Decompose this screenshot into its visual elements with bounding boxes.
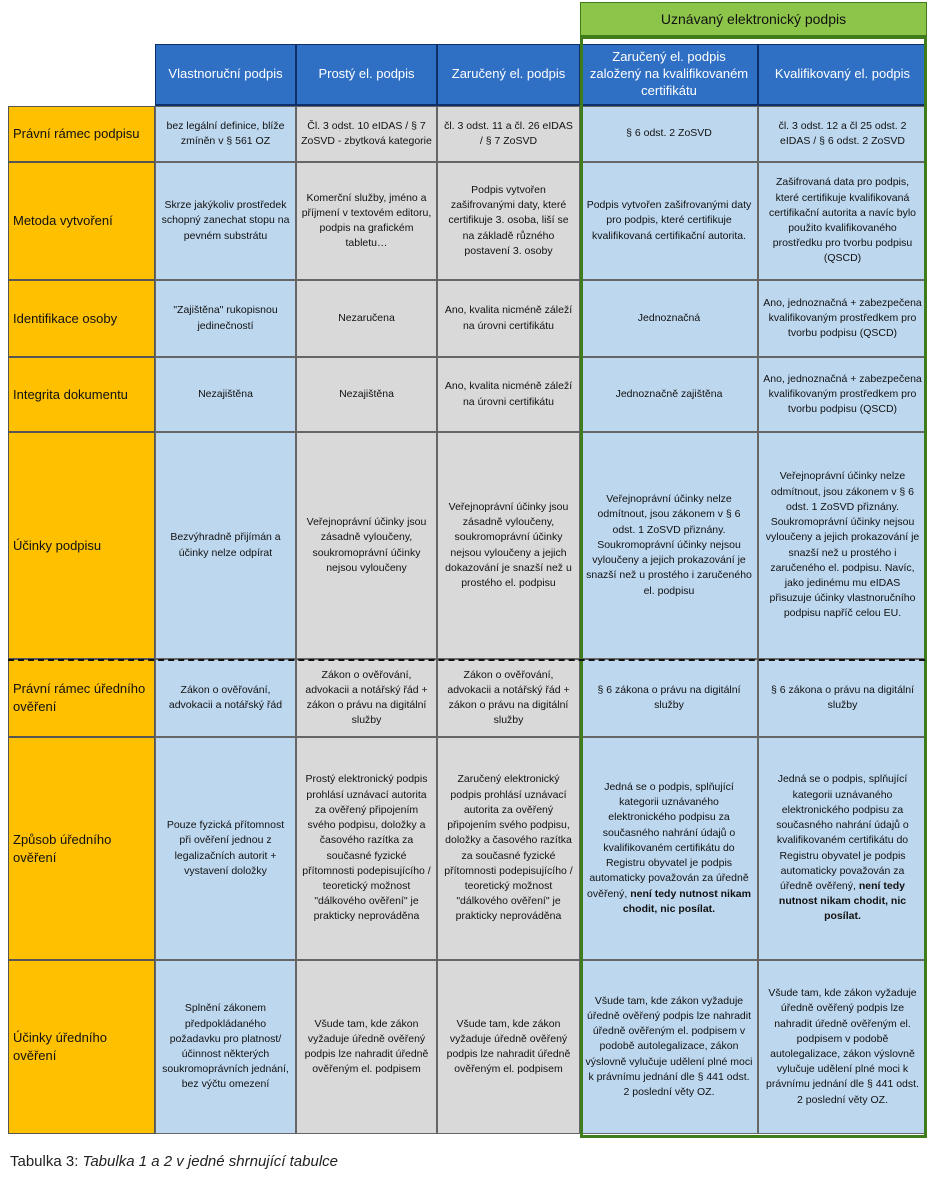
table-cell-r3-c1 — [155, 280, 296, 357]
table-cell-r7-c3-text: Zaručený elektronický podpis prohlásí uznávací autorita za ověřený připojením svého podpisu, doložky a časového razítka za současné fyzické přítomnosti podepisujícího / teoretický možnost "dálkového ověření" je prakticky neprováděna — [444, 773, 573, 923]
table-cell-r2-c4-text: Podpis vytvořen zašifrovanými daty pro podpis, které certifikuje kvalifikovaná certifikační autorita. — [586, 199, 752, 242]
table-cell-r4-c1 — [155, 357, 296, 432]
table-cell-r3-c2-text: Nezaručena — [338, 311, 395, 324]
section-divider — [8, 659, 925, 661]
table-cell-r2-c1 — [155, 162, 296, 280]
table-cell-r6-c1 — [155, 659, 296, 737]
row-label-2-text: Metoda vytvoření — [13, 213, 113, 229]
table-cell-r5-c5 — [758, 432, 927, 659]
table-cell-r7-c4-text: Jedná se o podpis, splňující kategorii uznávaného elektronického podpisu za současného nahrání údajů o kvalifikovaném certifikátu do Registru obyvatel je podpis automaticky považován za úředně ověřený, — [587, 781, 749, 900]
table-cell-r1-c1 — [155, 106, 296, 162]
table-cell-r6-c2-text: Zákon o ověřování, advokacii a notářský řád + zákon o právu na digitální služby — [305, 668, 428, 727]
table-cell-r4-c5 — [758, 357, 927, 432]
table-cell-r3-c4 — [580, 280, 758, 357]
caption-prefix: Tabulka 3: — [10, 1153, 83, 1170]
table-cell-r4-c4-text: Jednoznačně zajištěna — [615, 387, 723, 400]
table-cell-r8-c2-text: Všude tam, kde zákon vyžaduje úředně ověřený podpis lze nahradit úředně ověřeným el. podpisem — [304, 1017, 429, 1076]
bold-note: není tedy nutnost nikam chodit, nic posílat. — [622, 887, 751, 915]
row-label-7 — [8, 737, 155, 960]
row-label-3-text: Identifikace osoby — [13, 310, 118, 326]
table-caption — [10, 1153, 338, 1170]
table-cell-r2-c5 — [758, 162, 927, 280]
row-label-4-text: Integrita dokumentu — [13, 386, 128, 402]
table-cell-r5-c2-text: Veřejnoprávní účinky jsou zásadně vyloučeny, soukromoprávní účinky nejsou vyloučeny — [306, 516, 427, 574]
table-cell-r7-c1-text: Pouze fyzická přítomnost při ověření jednou z legalizačních autorit + vystavení doložky — [166, 819, 285, 877]
table-cell-r7-c4 — [580, 737, 758, 960]
table-cell-r5-c4 — [580, 432, 758, 659]
table-cell-r1-c2-text: Čl. 3 odst. 10 eIDAS / § 7 ZoSVD - zbytková kategorie — [301, 119, 432, 147]
table-cell-r1-c5 — [758, 106, 927, 162]
table-cell-r8-c2 — [296, 960, 437, 1134]
table-cell-r7-c2 — [296, 737, 437, 960]
table-cell-r6-c5-text: § 6 zákona o právu na digitální služby — [770, 683, 915, 711]
row-label-5 — [8, 432, 155, 659]
column-header-3-text: Zaručený el. podpis — [451, 66, 566, 82]
row-label-7-text: Způsob úředního ověření — [13, 831, 112, 865]
table-cell-r3-c1-text: "Zajištěna" rukopisnou jedinečností — [173, 304, 278, 332]
group-header-label: Uznávaný elektronický podpis — [660, 11, 847, 27]
column-header-5 — [758, 44, 927, 106]
row-label-6 — [8, 659, 155, 737]
table-cell-r3-c4-text: Jednoznačná — [637, 311, 701, 324]
table-cell-r8-c5-text: Všude tam, kde zákon vyžaduje úředně ověřený podpis lze nahradit úředně ověřeným el. podpisem v podobě autolegalizace, zákon výslovně vylučuje udělení plné moci k právnímu jednání dle § 441 odst. 2 poslední věty OZ. — [766, 987, 919, 1106]
table-cell-r5-c2 — [296, 432, 437, 659]
table-cell-r3-c2 — [296, 280, 437, 357]
table-cell-r4-c2-text: Nezajištěna — [339, 387, 394, 400]
table-cell-r1-c3-text: čl. 3 odst. 11 a čl. 26 eIDAS / § 7 ZoSVD — [444, 119, 573, 147]
table-cell-r5-c3 — [437, 432, 580, 659]
table-cell-r8-c5 — [758, 960, 927, 1134]
group-header-uznavany — [580, 2, 927, 36]
row-label-6-text: Právní rámec úředního ověření — [13, 681, 146, 714]
table-cell-r3-c5-text: Ano, jednoznačná + zabezpečena kvalifikovaným prostředkem pro tvorbu podpisu (QSCD) — [763, 296, 922, 340]
column-header-4 — [580, 44, 758, 106]
table-cell-r6-c3-text: Zákon o ověřování, advokacii a notářský řád + zákon o právu na digitální služby — [447, 668, 570, 727]
column-header-1-text: Vlastnoruční podpis — [168, 66, 283, 82]
table-cell-r4-c3-text: Ano, kvalita nicméně záleží na úrovni certifikátu — [444, 380, 573, 408]
row-label-5-text: Účinky podpisu — [13, 537, 102, 553]
table-cell-r2-c5-text: Zašifrovaná data pro podpis, které certifikuje kvalifikovaná certifikační autorita a navíc bylo použito kvalifikovaného prostředku pro tvorbu podpisu (QSCD) — [768, 176, 917, 265]
row-label-2 — [8, 162, 155, 280]
table-cell-r2-c2-text: Komerční služby, jméno a příjmení v textovém editoru, podpis na grafickém tabletu… — [301, 191, 432, 250]
table-cell-r2-c4 — [580, 162, 758, 280]
table-cell-r5-c4-text: Veřejnoprávní účinky nelze odmítnout, jsou zákonem v § 6 odst. 1 ZoSVD přiznány. Soukromoprávní účinky nejsou vyloučeny a jejich prokazování je snazší než u prostého i zaručeného el. podpisu — [586, 493, 752, 597]
table-cell-r6-c3 — [437, 659, 580, 737]
table-cell-r2-c2 — [296, 162, 437, 280]
table-cell-r2-c3-text: Podpis vytvořen zašifrovanými daty, které certifikuje 3. osoba, liší se na základě různého postavení 3. osoby — [448, 183, 569, 257]
table-cell-r3-c5 — [758, 280, 927, 357]
table-cell-r2-c1-text: Skrze jakýkoliv prostředek schopný zanechat stopu na pevném substrátu — [161, 199, 290, 242]
table-cell-r4-c3 — [437, 357, 580, 432]
row-label-8-text: Účinky úředního ověření — [13, 1030, 107, 1063]
table-cell-r6-c4 — [580, 659, 758, 737]
row-label-4 — [8, 357, 155, 432]
table-cell-r7-c5-text: Jedná se o podpis, splňující kategorii uznávaného elektronického podpisu za současného nahrání údajů o kvalifikovaném certifikátu do Registru obyvatel je podpis automaticky považován za úředně ověřený, — [776, 773, 909, 892]
table-cell-r7-c2-text: Prostý elektronický podpis prohlásí uznávací autorita za ověřený připojením svého podpisu, doložky a časového razítka za současné fyzické přítomnosti podepisujícího / teoretický možnost "dálkového ověření" je prakticky neprováděna — [302, 773, 431, 923]
row-label-8 — [8, 960, 155, 1134]
row-label-1 — [8, 106, 155, 162]
column-header-5-text: Kvalifikovaný el. podpis — [774, 66, 911, 82]
table-cell-r5-c1-text: Bezvýhradně přijímán a účinky nelze odpírat — [170, 531, 281, 559]
bold-note: není tedy nutnost nikam chodit, nic posílat. — [778, 879, 907, 923]
table-cell-r8-c3-text: Všude tam, kde zákon vyžaduje úředně ověřený podpis lze nahradit úředně ověřeným el. podpisem — [446, 1017, 571, 1076]
table-cell-r8-c1 — [155, 960, 296, 1134]
column-header-2 — [296, 44, 437, 106]
column-header-3 — [437, 44, 580, 106]
table-cell-r1-c4-text: § 6 odst. 2 ZoSVD — [626, 127, 712, 140]
cell-with-bold — [763, 772, 922, 924]
table-cell-r1-c2 — [296, 106, 437, 162]
table-cell-r4-c5-text: Ano, jednoznačná + zabezpečena kvalifikovaným prostředkem pro tvorbu podpisu (QSCD) — [763, 372, 922, 416]
column-header-2-text: Prostý el. podpis — [318, 66, 415, 82]
table-cell-r3-c3 — [437, 280, 580, 357]
table-cell-r7-c3 — [437, 737, 580, 960]
table-cell-r1-c4 — [580, 106, 758, 162]
column-header-4-text: Zaručený el. podpis založený na kvalifikovaném certifikátu — [589, 49, 749, 98]
table-cell-r1-c5-text: čl. 3 odst. 12 a čl 25 odst. 2 eIDAS / § 6 odst. 2 ZoSVD — [778, 119, 907, 147]
cell-with-bold — [585, 780, 753, 917]
caption-title: Tabulka 1 a 2 v jedné shrnující tabulce — [82, 1153, 338, 1170]
table-cell-r6-c4-text: § 6 zákona o právu na digitální služby — [597, 683, 741, 711]
table-cell-r4-c4 — [580, 357, 758, 432]
table-cell-r6-c5 — [758, 659, 927, 737]
table-cell-r5-c5-text: Veřejnoprávní účinky nelze odmítnout, jsou zákonem v § 6 odst. 1 ZoSVD přiznány. Soukromoprávní účinky nejsou vyloučeny a jejich prokazování je snazší než u prostého i zaručeného el. podpisu. Navíc, jako jedinému mu eIDAS přisuzuje účinky vlastnoručního podpisu napříč celou EU. — [765, 470, 920, 620]
table-cell-r1-c1-text: bez legální definice, blíže zmíněn v § 561 OZ — [166, 119, 285, 147]
table-cell-r1-c3 — [437, 106, 580, 162]
table-cell-r4-c1-text: Nezajištěna — [198, 387, 253, 400]
row-label-1-text: Právní rámec podpisu — [13, 126, 140, 142]
table-cell-r5-c1 — [155, 432, 296, 659]
table-cell-r5-c3-text: Veřejnoprávní účinky jsou zásadně vyloučeny, soukromoprávní účinky nejsou vyloučeny a jejich dokazování je snazší než u prostého el. podpisu — [445, 500, 572, 589]
table-cell-r4-c2 — [296, 357, 437, 432]
row-label-3 — [8, 280, 155, 357]
table-cell-r6-c1-text: Zákon o ověřování, advokacii a notářský řád — [168, 683, 283, 711]
table-cell-r7-c5 — [758, 737, 927, 960]
table-cell-r6-c2 — [296, 659, 437, 737]
table-cell-r3-c3-text: Ano, kvalita nicméně záleží na úrovni certifikátu — [444, 304, 573, 332]
table-cell-r7-c1 — [155, 737, 296, 960]
table-cell-r8-c3 — [437, 960, 580, 1134]
table-cell-r8-c1-text: Splnění zákonem předpokládaného požadavku pro platnost/účinnost některých soukromoprávních jednání, bez výčtu omezení — [162, 1002, 289, 1091]
column-header-1 — [155, 44, 296, 106]
table-cell-r8-c4 — [580, 960, 758, 1134]
table-cell-r2-c3 — [437, 162, 580, 280]
table-cell-r8-c4-text: Všude tam, kde zákon vyžaduje úředně ověřený podpis lze nahradit úředně ověřeným el. podpisem v podobě autolegalizace, zákon výslovně vylučuje udělení plné moci k právnímu jednání dle § 441 odst. 2 poslední věty OZ. — [585, 994, 753, 1099]
